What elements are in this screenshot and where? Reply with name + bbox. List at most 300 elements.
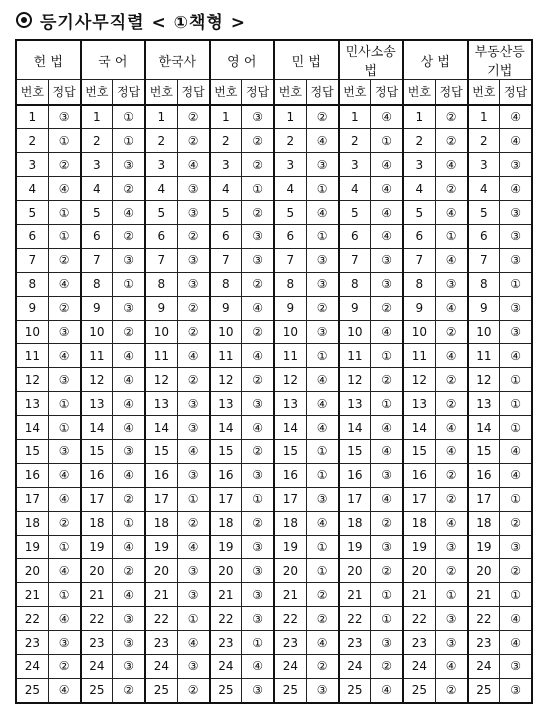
question-number: 20	[16, 559, 48, 583]
number-column-label: 번호	[403, 80, 435, 105]
answer-cell: ②	[48, 248, 80, 272]
answer-cell: ②	[113, 559, 145, 583]
question-number: 11	[339, 344, 371, 368]
answer-cell: ②	[371, 654, 403, 678]
question-number: 8	[81, 272, 113, 296]
answer-cell: ③	[306, 678, 338, 702]
answer-cell: ②	[435, 463, 467, 487]
question-number: 22	[468, 607, 500, 631]
question-number: 2	[145, 129, 177, 153]
answer-cell: ②	[48, 153, 80, 177]
answer-cell: ③	[500, 153, 532, 177]
question-number: 18	[16, 511, 48, 535]
answer-cell: ④	[306, 129, 338, 153]
answer-cell: ②	[306, 296, 338, 320]
answer-cell: ④	[371, 105, 403, 129]
answer-cell: ①	[113, 129, 145, 153]
question-number: 12	[403, 368, 435, 392]
question-number: 17	[16, 487, 48, 511]
question-number: 18	[274, 511, 306, 535]
question-number: 12	[145, 368, 177, 392]
answer-column-label: 정답	[306, 80, 338, 105]
question-number: 13	[339, 392, 371, 416]
answer-cell: ②	[242, 201, 274, 225]
answer-cell: ④	[371, 320, 403, 344]
question-number: 25	[339, 678, 371, 702]
question-number: 17	[210, 487, 242, 511]
question-number: 19	[468, 535, 500, 559]
question-number: 20	[468, 559, 500, 583]
question-number: 24	[339, 654, 371, 678]
answer-cell: ④	[177, 631, 209, 655]
answer-cell: ①	[371, 607, 403, 631]
answer-cell: ③	[371, 248, 403, 272]
question-number: 3	[403, 153, 435, 177]
question-number: 24	[468, 654, 500, 678]
question-number: 13	[145, 392, 177, 416]
subject-header: 부동산등기법	[468, 40, 533, 80]
table-row	[16, 416, 532, 440]
answer-cell: ③	[500, 320, 532, 344]
table-row	[16, 678, 532, 702]
question-number: 25	[468, 678, 500, 702]
question-number: 10	[145, 320, 177, 344]
question-number: 6	[274, 224, 306, 248]
question-number: 15	[339, 439, 371, 463]
question-number: 25	[16, 678, 48, 702]
question-number: 8	[468, 272, 500, 296]
question-number: 18	[468, 511, 500, 535]
question-number: 10	[339, 320, 371, 344]
answer-cell: ③	[306, 487, 338, 511]
question-number: 24	[145, 654, 177, 678]
answer-cell: ④	[113, 583, 145, 607]
answer-cell: ④	[306, 631, 338, 655]
question-number: 9	[403, 296, 435, 320]
question-number: 22	[145, 607, 177, 631]
answer-cell: ①	[306, 177, 338, 201]
answer-cell: ①	[500, 392, 532, 416]
question-number: 24	[81, 654, 113, 678]
answer-cell: ②	[177, 296, 209, 320]
question-number: 13	[403, 392, 435, 416]
answer-cell: ②	[48, 296, 80, 320]
question-number: 7	[403, 248, 435, 272]
question-number: 12	[339, 368, 371, 392]
answer-cell: ④	[371, 416, 403, 440]
question-number: 17	[339, 487, 371, 511]
number-column-label: 번호	[339, 80, 371, 105]
answer-cell: ③	[177, 559, 209, 583]
answer-cell: ④	[113, 344, 145, 368]
answer-cell: ④	[242, 344, 274, 368]
answer-cell: ①	[113, 511, 145, 535]
answer-cell: ④	[435, 439, 467, 463]
question-number: 16	[339, 463, 371, 487]
answer-cell: ②	[371, 368, 403, 392]
question-number: 14	[468, 416, 500, 440]
answer-cell: ③	[177, 272, 209, 296]
question-number: 16	[210, 463, 242, 487]
answer-cell: ③	[371, 463, 403, 487]
answer-cell: ④	[48, 559, 80, 583]
answer-cell: ②	[435, 105, 467, 129]
question-number: 9	[210, 296, 242, 320]
question-number: 4	[16, 177, 48, 201]
question-number: 11	[16, 344, 48, 368]
answer-cell: ④	[435, 344, 467, 368]
answer-cell: ②	[113, 678, 145, 702]
table-row	[16, 272, 532, 296]
question-number: 6	[81, 224, 113, 248]
answer-cell: ④	[48, 344, 80, 368]
question-number: 8	[274, 272, 306, 296]
column-label-row	[16, 80, 532, 105]
question-number: 1	[274, 105, 306, 129]
answer-column-label: 정답	[177, 80, 209, 105]
answer-cell: ②	[113, 224, 145, 248]
answer-cell: ③	[177, 463, 209, 487]
answer-cell: ④	[435, 153, 467, 177]
question-number: 4	[210, 177, 242, 201]
answer-cell: ②	[242, 368, 274, 392]
table-row	[16, 344, 532, 368]
answer-cell: ②	[306, 105, 338, 129]
answer-cell: ③	[48, 105, 80, 129]
answer-cell: ①	[500, 368, 532, 392]
answer-cell: ④	[371, 487, 403, 511]
answer-cell: ①	[500, 583, 532, 607]
question-number: 19	[274, 535, 306, 559]
question-number: 3	[468, 153, 500, 177]
answer-cell: ①	[48, 416, 80, 440]
answer-cell: ②	[242, 320, 274, 344]
answer-cell: ②	[435, 129, 467, 153]
question-number: 8	[403, 272, 435, 296]
question-number: 5	[210, 201, 242, 225]
subject-header: 민사소송법	[339, 40, 404, 80]
question-number: 16	[81, 463, 113, 487]
question-number: 8	[339, 272, 371, 296]
answer-cell: ②	[371, 296, 403, 320]
answer-cell: ④	[371, 439, 403, 463]
question-number: 14	[274, 416, 306, 440]
question-number: 25	[145, 678, 177, 702]
question-number: 9	[339, 296, 371, 320]
question-number: 10	[210, 320, 242, 344]
answer-cell: ①	[371, 129, 403, 153]
answer-cell: ④	[306, 368, 338, 392]
answer-cell: ①	[177, 487, 209, 511]
answer-cell: ④	[371, 224, 403, 248]
table-row	[16, 535, 532, 559]
question-number: 7	[210, 248, 242, 272]
question-number: 12	[468, 368, 500, 392]
subject-header: 국 어	[81, 40, 146, 80]
answer-cell: ①	[306, 463, 338, 487]
question-number: 21	[145, 583, 177, 607]
answer-cell: ②	[177, 129, 209, 153]
question-number: 18	[145, 511, 177, 535]
answer-cell: ④	[500, 631, 532, 655]
answer-cell: ③	[242, 559, 274, 583]
answer-cell: ①	[48, 392, 80, 416]
answer-cell: ④	[500, 463, 532, 487]
question-number: 22	[210, 607, 242, 631]
answer-cell: ①	[306, 535, 338, 559]
answer-cell: ①	[242, 177, 274, 201]
answer-cell: ①	[177, 607, 209, 631]
question-number: 20	[403, 559, 435, 583]
answer-cell: ①	[48, 224, 80, 248]
question-number: 16	[145, 463, 177, 487]
question-number: 21	[81, 583, 113, 607]
question-number: 15	[468, 439, 500, 463]
number-column-label: 번호	[16, 80, 48, 105]
question-number: 4	[81, 177, 113, 201]
answer-cell: ③	[177, 392, 209, 416]
question-number: 20	[274, 559, 306, 583]
answer-cell: ④	[306, 511, 338, 535]
subject-header: 영 어	[210, 40, 275, 80]
answer-cell: ④	[500, 129, 532, 153]
answer-cell: ②	[242, 153, 274, 177]
answer-cell: ①	[371, 583, 403, 607]
answer-cell: ②	[306, 583, 338, 607]
table-row	[16, 487, 532, 511]
question-number: 11	[403, 344, 435, 368]
question-number: 14	[210, 416, 242, 440]
question-number: 8	[145, 272, 177, 296]
question-number: 6	[210, 224, 242, 248]
answer-cell: ④	[113, 201, 145, 225]
question-number: 24	[16, 654, 48, 678]
answer-cell: ①	[48, 129, 80, 153]
answer-cell: ①	[48, 583, 80, 607]
answer-cell: ③	[113, 296, 145, 320]
question-number: 7	[339, 248, 371, 272]
question-number: 11	[145, 344, 177, 368]
question-number: 25	[81, 678, 113, 702]
answer-cell: ②	[435, 678, 467, 702]
question-number: 10	[81, 320, 113, 344]
question-number: 23	[145, 631, 177, 655]
answer-cell: ④	[435, 654, 467, 678]
answer-cell: ③	[500, 224, 532, 248]
table-row	[16, 320, 532, 344]
question-number: 25	[210, 678, 242, 702]
question-number: 7	[468, 248, 500, 272]
question-number: 9	[145, 296, 177, 320]
answer-cell: ②	[242, 439, 274, 463]
table-row	[16, 153, 532, 177]
answer-cell: ①	[500, 416, 532, 440]
question-number: 1	[16, 105, 48, 129]
answer-cell: ③	[177, 177, 209, 201]
answer-cell: ③	[242, 224, 274, 248]
answer-cell: ②	[113, 177, 145, 201]
question-number: 15	[81, 439, 113, 463]
question-number: 20	[210, 559, 242, 583]
question-number: 13	[81, 392, 113, 416]
answer-cell: ②	[371, 511, 403, 535]
answer-cell: ①	[500, 487, 532, 511]
table-row	[16, 224, 532, 248]
question-number: 9	[468, 296, 500, 320]
answer-cell: ③	[500, 248, 532, 272]
table-row	[16, 511, 532, 535]
question-number: 1	[339, 105, 371, 129]
question-number: 14	[16, 416, 48, 440]
answer-cell: ②	[177, 511, 209, 535]
answer-column-label: 정답	[242, 80, 274, 105]
answer-cell: ③	[242, 248, 274, 272]
question-number: 11	[274, 344, 306, 368]
question-number: 20	[339, 559, 371, 583]
answer-cell: ②	[435, 392, 467, 416]
question-number: 13	[274, 392, 306, 416]
answer-cell: ④	[48, 177, 80, 201]
question-number: 17	[81, 487, 113, 511]
question-number: 21	[16, 583, 48, 607]
table-row	[16, 463, 532, 487]
answer-cell: ④	[435, 248, 467, 272]
subject-header: 민 법	[274, 40, 339, 80]
table-row	[16, 559, 532, 583]
answer-cell: ④	[435, 511, 467, 535]
question-number: 14	[339, 416, 371, 440]
question-number: 25	[403, 678, 435, 702]
question-number: 1	[403, 105, 435, 129]
question-number: 10	[16, 320, 48, 344]
question-number: 21	[339, 583, 371, 607]
question-number: 16	[274, 463, 306, 487]
question-number: 3	[145, 153, 177, 177]
question-number: 5	[403, 201, 435, 225]
answer-cell: ④	[242, 296, 274, 320]
question-number: 4	[339, 177, 371, 201]
table-row	[16, 296, 532, 320]
number-column-label: 번호	[210, 80, 242, 105]
answer-cell: ③	[435, 272, 467, 296]
question-number: 3	[339, 153, 371, 177]
answer-cell: ①	[371, 392, 403, 416]
question-number: 23	[274, 631, 306, 655]
answer-cell: ③	[242, 678, 274, 702]
question-number: 16	[468, 463, 500, 487]
question-number: 15	[16, 439, 48, 463]
question-number: 1	[81, 105, 113, 129]
answer-cell: ④	[177, 344, 209, 368]
answer-cell: ②	[48, 511, 80, 535]
answer-cell: ③	[242, 392, 274, 416]
question-number: 1	[210, 105, 242, 129]
question-number: 24	[210, 654, 242, 678]
answer-cell: ③	[177, 201, 209, 225]
page-title-text: 등기사무직렬 < ①책형 >	[40, 12, 247, 33]
page-title	[16, 6, 246, 34]
answer-cell: ③	[113, 654, 145, 678]
answer-cell: ④	[306, 416, 338, 440]
question-number: 5	[274, 201, 306, 225]
answer-cell: ③	[500, 678, 532, 702]
question-number: 18	[81, 511, 113, 535]
answer-cell: ②	[113, 487, 145, 511]
answer-cell: ④	[48, 272, 80, 296]
question-number: 22	[403, 607, 435, 631]
answer-cell: ①	[242, 631, 274, 655]
question-number: 3	[274, 153, 306, 177]
answer-column-label: 정답	[500, 80, 532, 105]
answer-cell: ④	[500, 177, 532, 201]
answer-cell: ③	[113, 153, 145, 177]
question-number: 21	[274, 583, 306, 607]
question-number: 18	[339, 511, 371, 535]
answer-cell: ③	[48, 320, 80, 344]
answer-cell: ④	[113, 535, 145, 559]
answer-cell: ③	[113, 631, 145, 655]
answer-cell: ③	[435, 607, 467, 631]
question-number: 2	[468, 129, 500, 153]
question-number: 5	[339, 201, 371, 225]
answer-cell: ④	[371, 678, 403, 702]
answer-cell: ②	[500, 511, 532, 535]
answer-cell: ②	[435, 177, 467, 201]
question-number: 16	[403, 463, 435, 487]
table-row	[16, 201, 532, 225]
table-row	[16, 129, 532, 153]
table-row	[16, 105, 532, 129]
question-number: 10	[274, 320, 306, 344]
question-number: 18	[210, 511, 242, 535]
question-number: 3	[210, 153, 242, 177]
question-number: 7	[16, 248, 48, 272]
question-number: 10	[403, 320, 435, 344]
question-number: 8	[210, 272, 242, 296]
question-number: 6	[339, 224, 371, 248]
answer-cell: ①	[306, 439, 338, 463]
table-row	[16, 248, 532, 272]
answer-cell: ②	[177, 224, 209, 248]
answer-cell: ②	[48, 654, 80, 678]
answer-cell: ④	[435, 296, 467, 320]
question-number: 13	[468, 392, 500, 416]
question-number: 24	[403, 654, 435, 678]
answer-cell: ③	[177, 583, 209, 607]
question-number: 13	[210, 392, 242, 416]
question-number: 11	[81, 344, 113, 368]
question-number: 18	[403, 511, 435, 535]
number-column-label: 번호	[145, 80, 177, 105]
question-number: 22	[339, 607, 371, 631]
answer-cell: ③	[371, 535, 403, 559]
answer-cell: ④	[48, 487, 80, 511]
question-number: 3	[81, 153, 113, 177]
question-number: 6	[403, 224, 435, 248]
question-number: 19	[145, 535, 177, 559]
answer-cell: ②	[435, 320, 467, 344]
question-number: 9	[81, 296, 113, 320]
answer-cell: ④	[48, 678, 80, 702]
question-number: 17	[468, 487, 500, 511]
answer-cell: ④	[242, 416, 274, 440]
answer-cell: ③	[500, 535, 532, 559]
table-row	[16, 177, 532, 201]
question-number: 23	[210, 631, 242, 655]
answer-cell: ④	[113, 463, 145, 487]
number-column-label: 번호	[468, 80, 500, 105]
answer-cell: ①	[306, 344, 338, 368]
